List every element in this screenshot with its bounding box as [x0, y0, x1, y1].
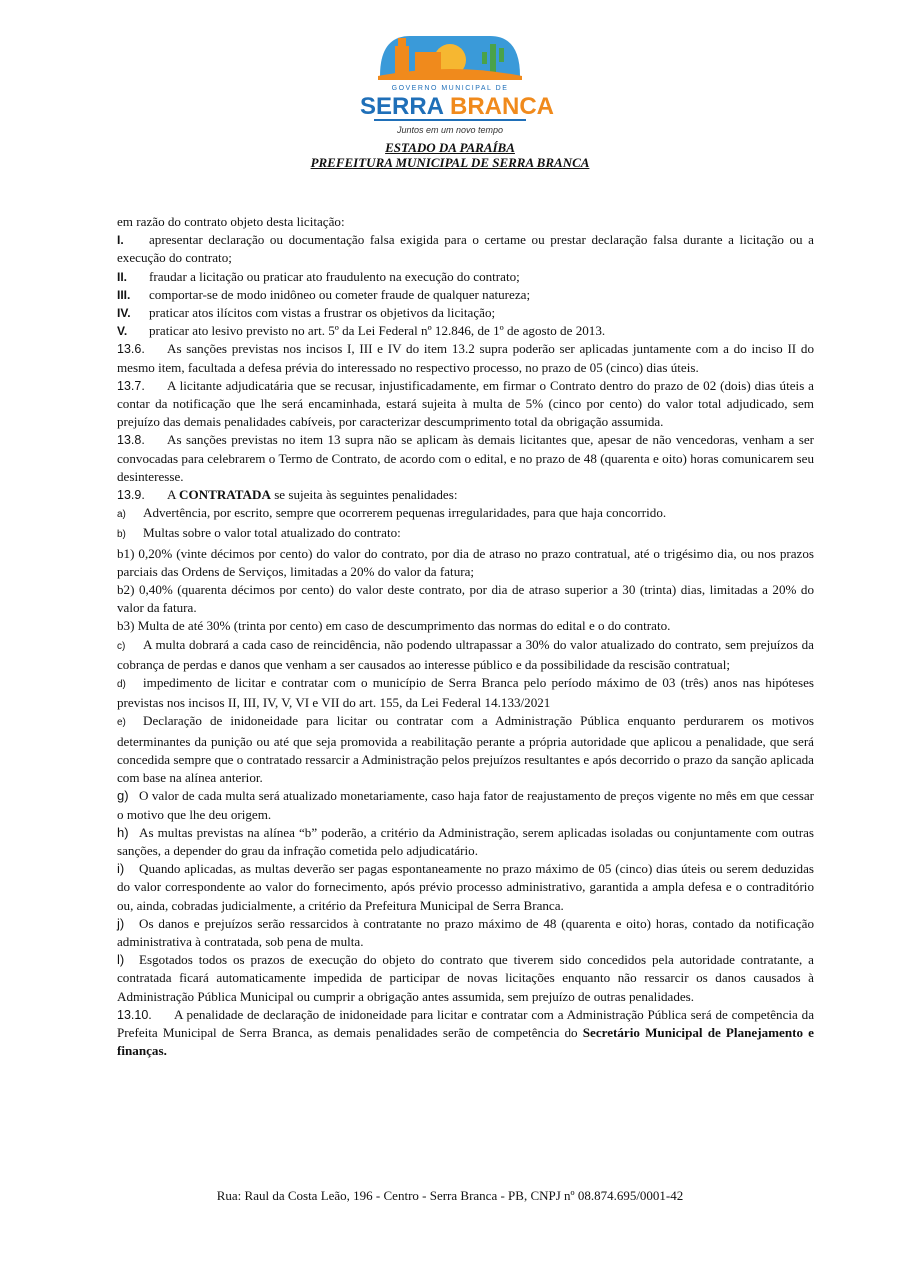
inciso-iv: IV. praticar atos ilícitos com vistas a frustrar os objetivos da licitação;	[117, 305, 496, 321]
prefeitura-title: PREFEITURA MUNICIPAL DE SERRA BRANCA	[310, 155, 590, 170]
intro-text: em razão do contrato objeto desta licitação:	[117, 214, 345, 229]
logo-slogan: Juntos em um novo tempo	[396, 125, 504, 135]
alinea-a: a) Advertência, por escrito, sempre que ocorrerem pequenas irregularidades, para que haja concorrido.	[117, 505, 667, 521]
logo-top-text: GOVERNO MUNICIPAL DE	[391, 85, 509, 92]
item-13-9: 13.9. A CONTRATADA se sujeita às seguintes penalidades:	[117, 487, 458, 503]
item-13-6: 13.6. As sanções previstas nos incisos I, III e IV do item 13.2 supra poderão ser aplicadas juntamente com a do inciso II do mesmo item, facultada a defesa prévia do interessado no respectivo processo, no prazo de 05 (cinco) dias úteis.	[117, 341, 814, 375]
item-13-10: 13.10. A penalidade de declaração de inidoneidade para licitar e contratar com a Administração Pública será de competência da Prefeita Municipal de Serra Branca, as demais penalidades serão de competência do Secretário Municipal de Planejamento e finanças.	[117, 1006, 814, 1059]
inciso-iii: III. comportar-se de modo inidôneo ou cometer fraude de qualquer natureza;	[117, 286, 531, 302]
item-13-7: 13.7. A licitante adjudicatária que se recusar, injustificadamente, em firmar o Contrato dentro do prazo de 02 (dois) dias úteis a contar da notificação que lhe será encaminhada, estará sujeita à multa de 5% (cinco por cento) do valor total adjudicado, sem prejuízo das demais penalidades cabíveis, por caracterizar descumprimento total da obrigação assumida.	[117, 377, 814, 430]
alinea-l: l) Esgotados todos os prazos de execução do objeto do contrato que tiverem sido concedidos pela autoridade contratante, a contratada ficará automaticamente impedida de participar de novas licitações enquanto não ressarcir os danos causados à Administração Pública Municipal ou cumprir a obrigação antes assumida, sem prejuízo de outras penalidades.	[117, 952, 814, 1004]
alinea-b1: b1) 0,20% (vinte décimos por cento) do valor do contrato, por dia de atraso no prazo contratual, até o trigésimo dia, ou nos prazos parciais das Ordens de Serviços, limitadas a 20% do valor da fatura;	[117, 545, 814, 579]
logo-name-serra: SERRA	[359, 93, 444, 120]
document-body	[117, 213, 814, 1060]
alinea-g: g) O valor de cada multa será atualizado monetariamente, caso haja fator de reajustamento de preços vigente no mês em que cessar o motivo que lhe deu origem.	[117, 788, 814, 822]
logo-name-branca: BRANCA	[450, 93, 554, 120]
state-title: ESTADO DA PARAÍBA	[385, 140, 515, 155]
alinea-i: i) Quando aplicadas, as multas deverão ser pagas espontaneamente no prazo máximo de 05 (cinco) dias úteis ou serem deduzidas do valor correspondente ao valor do fornecimento, após prévio processo administrativo, garantida a ampla defesa e o contraditório ou, ainda, cobradas judicialmente, a critério da Prefeitura Municipal de Serra Branca.	[117, 861, 814, 913]
inciso-ii: II. fraudar a licitação ou praticar ato fraudulento na execução do contrato;	[117, 268, 520, 284]
alinea-c: c) A multa dobrará a cada caso de reincidência, não podendo ultrapassar a 30% do valor atualizado do contrato, sem prejuízos da cobrança de perdas e danos que venham a ser causados ao interesse público e da possibilidade da rescisão contratual;	[117, 636, 814, 672]
serra-branca-logo	[340, 30, 560, 138]
inciso-v: V. praticar ato lesivo previsto no art. 5º da Lei Federal nº 12.846, de 1º de agosto de 2013.	[117, 323, 606, 339]
alinea-h: h) As multas previstas na alínea “b” poderão, a critério da Administração, serem aplicadas isoladas ou conjuntamente com outras sanções, a depender do grau da infração cometida pelo adjudicatário.	[117, 824, 814, 858]
alinea-e: e) Declaração de inidoneidade para licitar ou contratar com a Administração Pública enquanto perdurarem os motivos determinantes da punição ou até que seja promovida a reabilitação perante a própria autoridade que aplicou a penalidade, que será concedida sempre que o contratado ressarcir a Administração pelos prejuízos resultantes e após decorrido o prazo da sanção aplicada com base na alínea anterior.	[117, 713, 814, 786]
page-header	[0, 30, 900, 170]
church-icon	[395, 46, 409, 76]
cactus-icon	[490, 44, 496, 76]
inciso-i: I. apresentar declaração ou documentação falsa exigida para o certame ou prestar declaração falsa durante a licitação ou a execução do contrato;	[117, 232, 814, 266]
alinea-b3: b3) Multa de até 30% (trinta por cento) em caso de descumprimento das normas do edital e o do contrato.	[117, 618, 671, 634]
alinea-b: b) Multas sobre o valor total atualizado do contrato:	[117, 525, 401, 541]
alinea-j: j) Os danos e prejuízos serão ressarcidos à contratante no prazo máximo de 48 (quarenta e oito) horas, contado da notificação administrativa à contratada, sob pena de multa.	[117, 915, 814, 949]
item-13-8: 13.8. As sanções previstas no item 13 supra não se aplicam às demais licitantes que, apesar de não vencedoras, venham a ser convocadas para celebrarem o Termo de Contrato, de acordo com o edital, e no prazo de 48 (quarenta e oito) horas comunicarem seu desinteresse.	[117, 432, 814, 484]
alinea-b2: b2) 0,40% (quarenta décimos por cento) do valor deste contrato, por dia de atraso superior a 30 (trinta) dias, limitadas a 20% do valor da fatura.	[117, 582, 814, 616]
footer-address: Rua: Raul da Costa Leão, 196 - Centro - Serra Branca - PB, CNPJ nº 08.874.695/0001-42	[216, 1188, 684, 1203]
alinea-d: d) impedimento de licitar e contratar com o município de Serra Branca pelo período máximo de 03 (três) anos nas hipóteses previstas nos incisos II, III, IV, V, VI e VII do art. 155, da Lei Federal 14.133/2021	[117, 675, 814, 711]
